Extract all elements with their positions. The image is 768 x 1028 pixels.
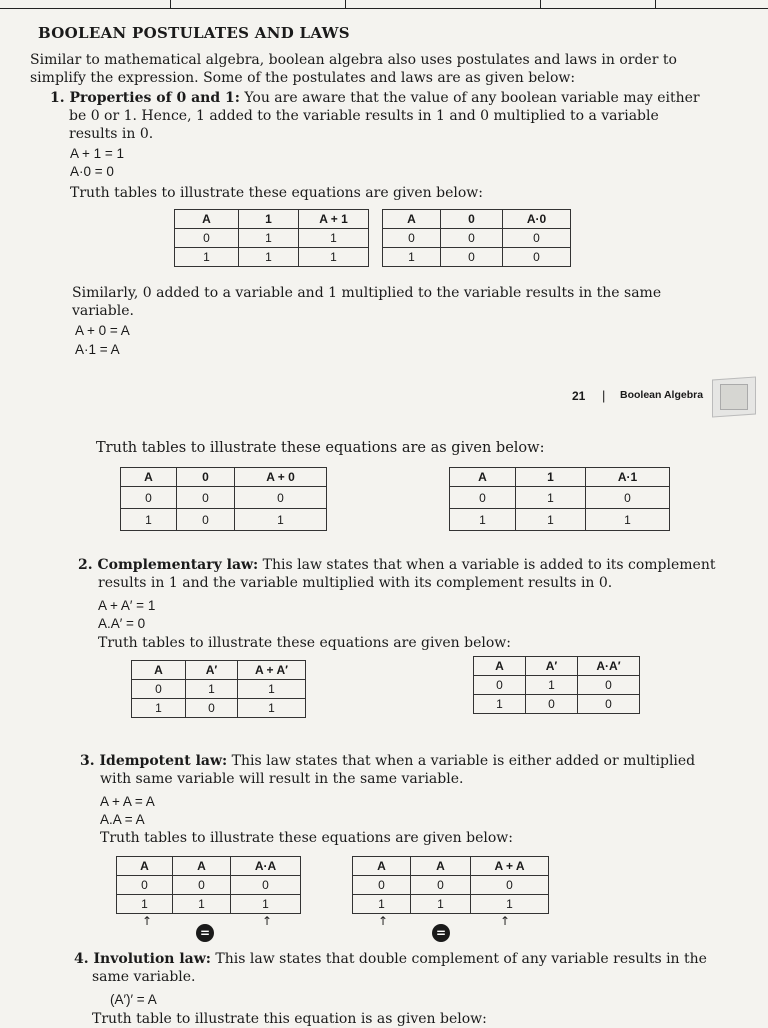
table-header: A: [411, 857, 471, 876]
truth-table-intro: Truth tables to illustrate these equations are given below:: [70, 185, 484, 201]
table-row: [474, 695, 640, 714]
table-header: 0: [441, 210, 503, 229]
item-title: 1. Properties of 0 and 1:: [50, 90, 240, 106]
table-cell: 0: [235, 487, 327, 509]
table-cell: 1: [121, 509, 177, 531]
item-text: with same variable will result in the same variable.: [100, 771, 464, 787]
item-text: This law states that when a variable is added to its complement: [258, 557, 716, 573]
item-title: 3. Idempotent law:: [80, 753, 228, 769]
table-header: A: [383, 210, 441, 229]
item-text: results in 0.: [69, 126, 154, 142]
table-row: [474, 676, 640, 695]
truth-table-complement-sum: [131, 660, 306, 718]
truth-table-idempotent-sum: [352, 856, 549, 914]
table-row: [383, 229, 571, 248]
table-cell: 1: [117, 895, 173, 914]
table-cell: 1: [299, 229, 369, 248]
equation: (A′)′ = A: [110, 992, 157, 1007]
table-cell: 1: [474, 695, 526, 714]
table-header: 1: [516, 468, 586, 487]
equation: A + 1 = 1: [70, 146, 125, 161]
equation: A.A′ = 0: [98, 616, 146, 631]
table-header: A + A′: [238, 661, 306, 680]
equation: A·1 = A: [75, 342, 120, 357]
truth-table-complement-product: [473, 656, 640, 714]
equation: A + A′ = 1: [98, 598, 156, 613]
truth-table-idempotent-product: [116, 856, 301, 914]
table-cell: 1: [239, 248, 299, 267]
table-cell: 1: [411, 895, 471, 914]
paragraph-line: Similarly, 0 added to a variable and 1 multiplied to the variable results in the same: [72, 285, 662, 301]
table-header: A·0: [503, 210, 571, 229]
truth-table-a-times-1: [449, 467, 670, 531]
table-row: [117, 895, 301, 914]
table-cell: 0: [411, 876, 471, 895]
table-cell: 1: [235, 509, 327, 531]
table-header: A: [353, 857, 411, 876]
table-header: A: [173, 857, 231, 876]
intro-paragraph: [30, 51, 750, 87]
table-header: A: [450, 468, 516, 487]
truth-table-intro: Truth tables to illustrate these equations are given below:: [100, 830, 514, 846]
book-logo-inner: [720, 384, 748, 410]
item-involution-law: [74, 950, 762, 986]
table-cell: 1: [383, 248, 441, 267]
table-header: A·A: [231, 857, 301, 876]
table-row: [121, 509, 327, 531]
item-title: 2. Complementary law:: [78, 557, 259, 573]
table-header: A: [117, 857, 173, 876]
table-cell: 0: [526, 695, 578, 714]
up-arrow-icon: ↑: [262, 914, 273, 928]
table-header: A′: [186, 661, 238, 680]
table-cell: 1: [238, 699, 306, 718]
table-cell: 0: [231, 876, 301, 895]
table-cell: 0: [121, 487, 177, 509]
table-row: [383, 248, 571, 267]
up-arrow-icon: ↑: [500, 914, 511, 928]
table-header: A′: [526, 657, 578, 676]
truth-table-a-plus-0: [120, 467, 327, 531]
top-rule-tick: [540, 0, 541, 8]
table-header: A: [132, 661, 186, 680]
top-rule: [0, 0, 768, 9]
table-header: 0: [177, 468, 235, 487]
top-rule-tick: [345, 0, 346, 8]
item-properties-0-1: [50, 89, 710, 143]
table-cell: 1: [471, 895, 549, 914]
similarly-paragraph: [72, 284, 732, 320]
table-cell: 0: [177, 509, 235, 531]
table-cell: 1: [516, 509, 586, 531]
table-cell: 1: [450, 509, 516, 531]
table-row: [450, 509, 670, 531]
table-header: A·A′: [578, 657, 640, 676]
table-header: A: [121, 468, 177, 487]
table-cell: 1: [186, 680, 238, 699]
table-cell: 0: [441, 248, 503, 267]
table-cell: 0: [450, 487, 516, 509]
book-title: Boolean Algebra: [620, 389, 704, 401]
table-cell: 0: [186, 699, 238, 718]
table-cell: 0: [177, 487, 235, 509]
table-cell: 1: [526, 676, 578, 695]
intro-line: Similar to mathematical algebra, boolean algebra also uses postulates and laws in order to: [30, 52, 677, 68]
truth-table-a-times-0: [382, 209, 571, 267]
table-cell: 0: [173, 876, 231, 895]
table-cell: 1: [132, 699, 186, 718]
item-text: This law states that when a variable is either added or multiplied: [227, 753, 696, 769]
table-header: A: [175, 210, 239, 229]
table-header: A + 1: [299, 210, 369, 229]
item-text: same variable.: [92, 969, 196, 985]
footer-separator: |: [602, 388, 606, 403]
intro-line: simplify the expression. Some of the postulates and laws are as given below:: [30, 70, 576, 86]
table-cell: 1: [586, 509, 670, 531]
table-cell: 0: [383, 229, 441, 248]
equation: A·0 = 0: [70, 164, 114, 179]
equation: A + 0 = A: [75, 323, 130, 338]
table-row: [175, 248, 369, 267]
truth-table-intro: Truth tables to illustrate these equations are as given below:: [96, 440, 545, 456]
table-cell: 0: [471, 876, 549, 895]
table-cell: 1: [516, 487, 586, 509]
page-number: 21: [572, 389, 586, 403]
table-cell: 0: [353, 876, 411, 895]
top-rule-tick: [655, 0, 656, 8]
table-cell: 0: [503, 248, 571, 267]
table-cell: 0: [586, 487, 670, 509]
table-cell: 0: [117, 876, 173, 895]
table-cell: 0: [441, 229, 503, 248]
table-cell: 1: [353, 895, 411, 914]
table-cell: 1: [231, 895, 301, 914]
truth-table-intro: Truth table to illustrate this equation is as given below:: [92, 1011, 487, 1027]
table-cell: 0: [578, 676, 640, 695]
equals-mark-icon: =: [196, 924, 214, 942]
table-row: [353, 895, 549, 914]
table-header: A·1: [586, 468, 670, 487]
table-cell: 1: [238, 680, 306, 699]
table-row: [121, 487, 327, 509]
table-row: [450, 487, 670, 509]
up-arrow-icon: ↑: [378, 914, 389, 928]
table-row: [132, 680, 306, 699]
table-row: [175, 229, 369, 248]
table-cell: 0: [132, 680, 186, 699]
equation: A + A = A: [100, 794, 155, 809]
table-row: [353, 876, 549, 895]
table-cell: 1: [175, 248, 239, 267]
table-row: [132, 699, 306, 718]
item-complementary-law: [78, 556, 762, 592]
table-cell: 1: [299, 248, 369, 267]
table-cell: 0: [578, 695, 640, 714]
up-arrow-icon: ↑: [142, 914, 153, 928]
table-row: [117, 876, 301, 895]
item-title: 4. Involution law:: [74, 951, 211, 967]
truth-table-a-plus-1: [174, 209, 369, 267]
item-text: You are aware that the value of any boolean variable may either: [239, 90, 700, 106]
table-cell: 1: [239, 229, 299, 248]
top-rule-tick: [170, 0, 171, 8]
section-heading: BOOLEAN POSTULATES AND LAWS: [38, 24, 350, 42]
table-cell: 0: [175, 229, 239, 248]
item-text: This law states that double complement of any variable results in the: [210, 951, 707, 967]
table-header: A + A: [471, 857, 549, 876]
table-cell: 0: [503, 229, 571, 248]
item-text: results in 1 and the variable multiplied with its complement results in 0.: [98, 575, 613, 591]
table-cell: 1: [173, 895, 231, 914]
table-header: 1: [239, 210, 299, 229]
equals-mark-icon: =: [432, 924, 450, 942]
table-cell: 0: [474, 676, 526, 695]
equation: A.A = A: [100, 812, 145, 827]
paragraph-line: variable.: [72, 303, 134, 319]
item-text: be 0 or 1. Hence, 1 added to the variable results in 1 and 0 multiplied to a variable: [69, 108, 659, 124]
item-idempotent-law: [80, 752, 764, 788]
truth-table-intro: Truth tables to illustrate these equations are given below:: [98, 635, 512, 651]
table-header: A + 0: [235, 468, 327, 487]
table-header: A: [474, 657, 526, 676]
